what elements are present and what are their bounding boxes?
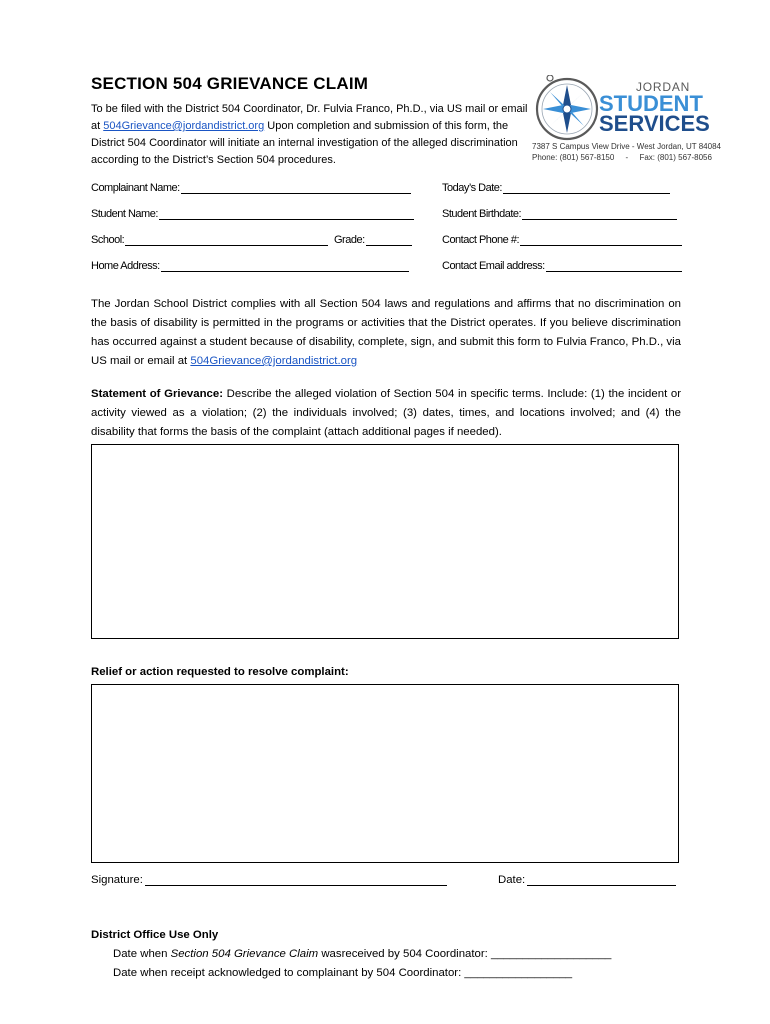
signature-label: Signature: — [91, 874, 143, 886]
contact-phone-field — [442, 233, 682, 246]
logo-services-text: SERVICES — [599, 111, 710, 136]
home-address-label: Home Address: — [91, 260, 160, 272]
contact-phone-input[interactable] — [520, 233, 682, 246]
student-birthdate-field — [442, 207, 677, 220]
complainant-name-label: Complainant Name: — [91, 182, 180, 194]
relief-textarea[interactable] — [91, 684, 679, 863]
todays-date-input[interactable] — [503, 181, 670, 194]
intro-email-link[interactable]: 504Grievance@jordandistrict.org — [103, 120, 265, 132]
page-title: SECTION 504 GRIEVANCE CLAIM — [91, 74, 369, 93]
office-use-heading: District Office Use Only — [91, 929, 219, 941]
office-line1-suffix: wasreceived by 504 Coordinator: ___________________ — [318, 948, 612, 960]
student-name-label: Student Name: — [91, 208, 158, 220]
statement-paragraph — [91, 385, 681, 442]
office-line1-prefix: Date when — [113, 948, 171, 960]
intro-paragraph — [91, 101, 531, 169]
contact-email-input[interactable] — [546, 259, 682, 272]
contact-line — [532, 152, 721, 163]
address-line: 7387 S Campus View Drive - West Jordan, UT 84084 — [532, 142, 721, 151]
office-line1-italic: Section 504 Grievance Claim — [170, 948, 319, 960]
contact-email-field — [442, 259, 682, 272]
jordan-student-services-logo — [533, 75, 723, 145]
logo-jordan-text: JORDAN — [636, 80, 691, 94]
contact-email-label: Contact Email address: — [442, 260, 545, 272]
office-received-line — [91, 945, 611, 964]
compass-logo-icon — [533, 75, 723, 145]
statement-text: Describe the alleged violation of Section 504 in specific terms. Include: (1) the incident or activity viewed as a violation; (2) the individuals involved; (3) dates, times, and locations involved; and (4) the disability that forms the basis of the complaint (attach additional pages if needed). — [91, 388, 682, 438]
student-name-field — [91, 207, 414, 220]
todays-date-label: Today’s Date: — [442, 182, 502, 194]
school-input[interactable] — [125, 233, 328, 246]
fax-text: Fax: (801) 567-8056 — [639, 153, 712, 162]
intro-text-before: To be filed with the District 504 Coordinator, Dr. Fulvia Franco, Ph.D., via US mail or email at — [91, 103, 528, 132]
contact-phone-label: Contact Phone #: — [442, 234, 520, 246]
signature-input[interactable] — [145, 873, 447, 886]
compliance-email-link[interactable]: 504Grievance@jordandistrict.org — [190, 355, 358, 367]
office-use-section — [91, 926, 611, 983]
grade-field — [334, 233, 412, 246]
todays-date-field — [442, 181, 670, 194]
school-label: School: — [91, 234, 125, 246]
logo-student-text: STUDENT — [599, 91, 703, 116]
student-name-input[interactable] — [159, 207, 414, 220]
office-acknowledged-line: Date when receipt acknowledged to complainant by 504 Coordinator: _________________ — [113, 967, 573, 979]
school-field — [91, 233, 328, 246]
relief-label: Relief or action requested to resolve complaint: — [91, 666, 349, 678]
signature-field — [91, 873, 447, 886]
compliance-paragraph — [91, 295, 681, 371]
statement-label: Statement of Grievance: — [91, 388, 223, 400]
grade-input[interactable] — [366, 233, 412, 246]
signature-date-label: Date: — [498, 874, 526, 886]
signature-date-field — [498, 873, 676, 886]
student-birthdate-label: Student Birthdate: — [442, 208, 522, 220]
phone-text: Phone: (801) 567-8150 — [532, 153, 615, 162]
statement-textarea[interactable] — [91, 444, 679, 639]
intro-text-after: Upon completion and submission of this form, the District 504 Coordinator will initiate an internal investigation of the alleged discrimination according to the District’s Section 504 procedures. — [91, 120, 518, 166]
home-address-input[interactable] — [161, 259, 409, 272]
student-birthdate-input[interactable] — [522, 207, 677, 220]
complainant-name-input[interactable] — [181, 181, 411, 194]
separator-text: - — [625, 153, 629, 162]
complainant-name-field — [91, 181, 411, 194]
address-block — [532, 141, 721, 163]
home-address-field — [91, 259, 409, 272]
grade-label: Grade: — [334, 234, 365, 246]
compliance-text: The Jordan School District complies with all Section 504 laws and regulations and affirms that no discrimination on the basis of disability is permitted in the programs or activities that the District operates. If you believe discrimination has occurred against a student because of disability, complete, sign, and submit this form to Fulvia Franco, Ph.D., via US mail or email at — [91, 298, 681, 367]
signature-date-input[interactable] — [527, 873, 676, 886]
